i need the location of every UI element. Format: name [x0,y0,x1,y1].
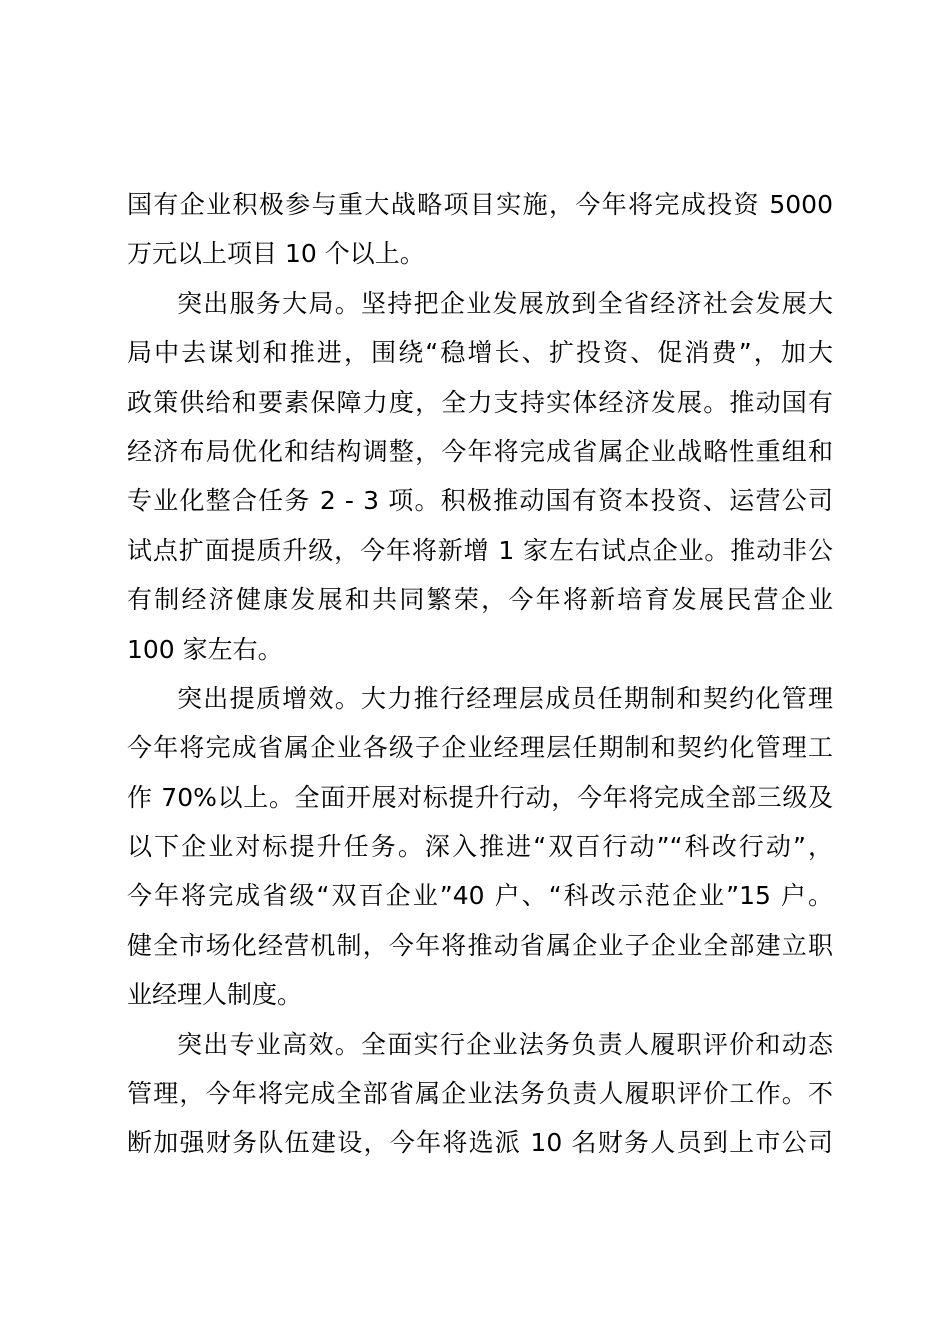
text-line: 政策供给和要素保障力度，全力支持实体经济发展。推动国有 [127,387,833,417]
text-line: 今年将完成省级“双百企业”40 户、“科改示范企业”15 户。 [127,881,833,911]
text-line: 健全市场化经营机制，今年将推动省属企业子企业全部建立职 [127,930,833,960]
text-line: 突出专业高效。全面实行企业法务负责人履职评价和动态 [177,1029,833,1059]
text-line: 国有企业积极参与重大战略项目实施，今年将完成投资 5000 [127,190,833,219]
text-line: 今年将完成省属企业各级子企业经理层任期制和契约化管理工 [127,733,833,763]
text-line: 突出提质增效。大力推行经理层成员任期制和契约化管理 [177,683,833,713]
paragraph-3 [127,674,833,1020]
text-line: 管理，今年将完成全部省属企业法务负责人履职评价工作。不 [127,1079,833,1109]
text-line: 经济布局优化和结构调整，今年将完成省属企业战略性重组和 [127,436,833,466]
text-line: 断加强财务队伍建设，今年将选派 10 名财务人员到上市公司 [127,1128,833,1158]
text-line: 试点扩面提质升级，今年将新增 1 家左右试点企业。推动非公 [127,535,833,565]
text-line: 突出服务大局。坚持把企业发展放到全省经济社会发展大 [177,288,833,318]
text-line: 万元以上项目 10 个以上。 [127,239,425,269]
paragraph-1 [127,180,833,279]
text-line: 以下企业对标提升任务。深入推进“双百行动”“科改行动”， [127,832,833,862]
text-line: 100 家左右。 [127,634,283,664]
document-body [127,180,833,1168]
text-line: 有制经济健康发展和共同繁荣，今年将新培育发展民营企业 [127,585,833,615]
text-line: 局中去谋划和推进，围绕“稳增长、扩投资、促消费”，加大 [127,338,833,368]
paragraph-4 [127,1020,833,1168]
text-line: 作 70%以上。全面开展对标提升行动，今年将完成全部三级及 [127,782,833,812]
paragraph-2 [127,279,833,674]
text-line: 业经理人制度。 [127,980,303,1010]
text-line: 专业化整合任务 2 - 3 项。积极推动国有资本投资、运营公司 [127,486,833,516]
